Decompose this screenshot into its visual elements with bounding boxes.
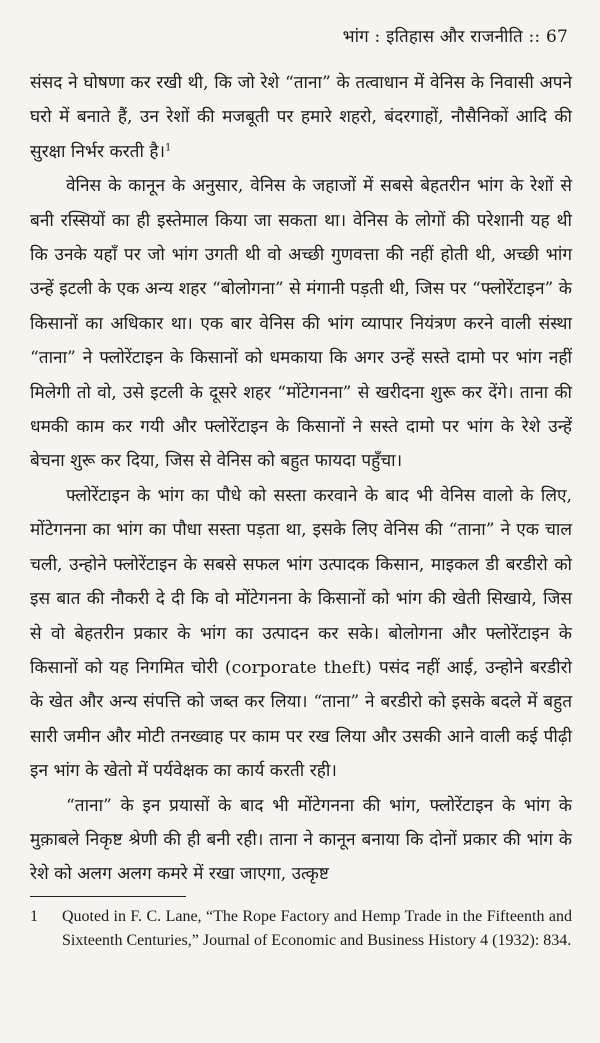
paragraph-4: “ताना” के इन प्रयासों के बाद भी मोंटेगनना की भांग, फ्लोरेंटाइन के भांग के मुक़ाबले निकृष्ट श्रेणी की ही बनी रही। ताना ने कानून बनाया कि दोनों प्रकार की भांग के रेशे को अलग अलग कमरे में रखा जाएगा, उत्कृष्ट [30,795,572,885]
paragraph-1-text: संसद ने घोषणा कर रखी थी, कि जो रेशे “ताना” के तत्वाधान में वेनिस के निवासी अपने घरो में बनाते हैं, उन रेशों की मजबूती पर हमारे शहरो, बंदरगाहों, नौसैनिकों आदि की सुरक्षा निर्भर करती है। [30,73,572,162]
footnote-number: 1 [30,908,38,925]
running-header: भांग : इतिहास और राजनीति :: 67 [342,27,568,47]
body-text [30,66,572,892]
footnote-marker: 1 [165,142,172,154]
footnote-divider [30,896,186,897]
footnote-text: Quoted in F. C. Lane, “The Rope Factory and Hemp Trade in the Fifteenth and Sixteenth Centuries,” Journal of Economic and Business History 4 (1932): 834. [62,908,572,949]
paragraph-3: फ्लोरेंटाइन के भांग का पौधे को सस्ता करवाने के बाद भी वेनिस वालो के लिए, मोंटेगनना का भांग का पौधा सस्ता पड़ता था, इसके लिए वेनिस की “ताना” ने एक चाल चली, उन्होने फ्लोरेंटाइन के सबसे सफल भांग उत्पादक किसान, माइकल डी बरडीरो को इस बात की नौकरी दे दी कि वो मोंटेगनना के किसानों को भांग की खेती सिखाये, जिस से वो बेहतरीन प्रकार के भांग का उत्पादन कर सके। बोलोगना और फ्लोरेंटाइन के किसानों को यह निगमित चोरी (corporate theft) पसंद नहीं आई, उन्होने बरडीरो के खेत और अन्य संपत्ति को जब्त कर लिया। “ताना” ने बरडीरो को इसके बदले में बहुत सारी जमीन और मोटी तनख्वाह पर काम पर रख लिया और उसकी आने वाली कई पीढ़ी इन भांग के खेतो में पर्यवेक्षक का कार्य करती रही। [30,485,572,782]
paragraph-1 [30,66,572,169]
paragraph-2: वेनिस के कानून के अनुसार, वेनिस के जहाजों में सबसे बेहतरीन भांग के रेशों से बनी रस्सियों का ही इस्तेमाल किया जा सकता था। वेनिस के लोगों की परेशानी यह थी कि उनके यहाँ पर जो भांग उगती थी वो अच्छी गुणवत्ता की नहीं होती थी, अच्छी भांग उन्हें इटली के एक अन्य शहर “बोलोगना” से मंगानी पड़ती थी, जिस पर “फ्लोरेंटाइन” के किसानों का अधिकार था। एक बार वेनिस की भांग व्यापार नियंत्रण करने वाली संस्था “ताना” ने फ्लोरेंटाइन के किसानों को धमकाया कि अगर उन्हें सस्ते दामो पर भांग नहीं मिलेगी तो वो, उसे इटली के दूसरे शहर “मोंटेगनना” से खरीदना शुरू कर देंगे। ताना की धमकी काम कर गयी और फ्लोरेंटाइन के किसानों ने सस्ते दामो पर भांग के रेशे उन्हें बेचना शुरू कर दिया, जिस से वेनिस को बहुत फायदा पहुँचा। [30,176,572,472]
footnote [30,905,572,953]
